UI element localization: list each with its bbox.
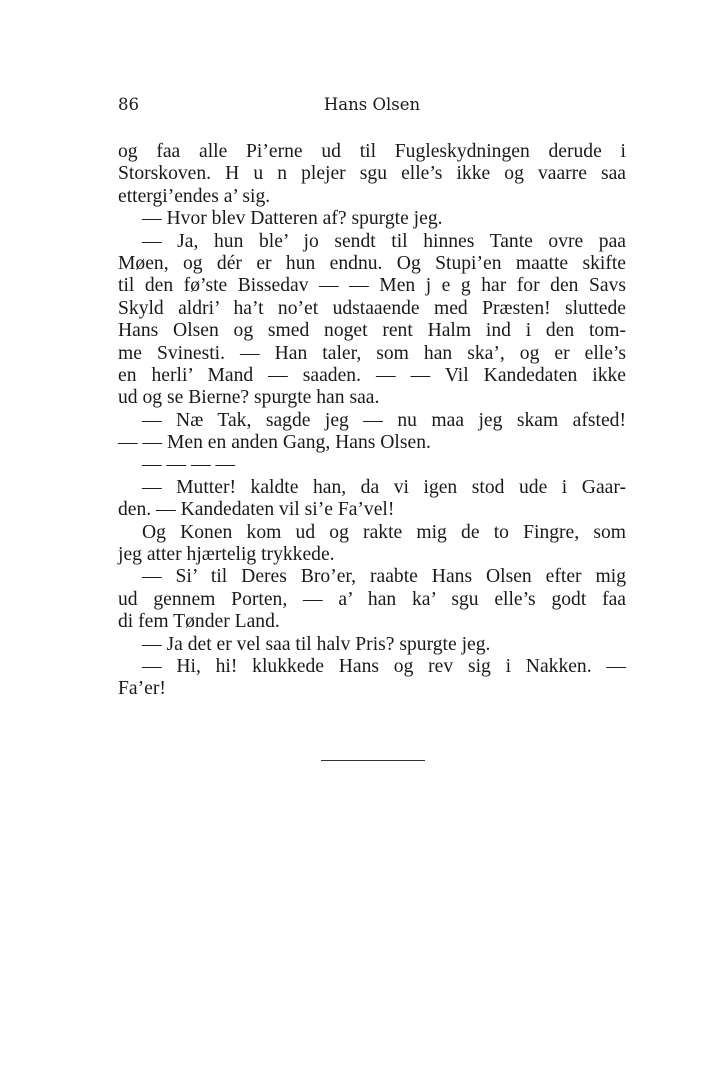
text-line: ud og se Bierne? spurgte han saa. <box>118 387 380 409</box>
text-line: den. — Kandedaten vil si’e Fa’vel! <box>118 499 395 521</box>
text-line: jeg atter hjærtelig trykkede. <box>118 544 335 566</box>
text-line: ud gennem Porten, — a’ han ka’ sgu elle’s godt faa <box>118 588 626 610</box>
text-line: — Næ Tak, sagde jeg — nu maa jeg skam afsted! <box>142 409 626 431</box>
text-line: og faa alle Pi’erne ud til Fugleskydningen derude i <box>118 141 626 162</box>
text-line: — Ja det er vel saa til halv Pris? spurgte jeg. <box>142 633 491 655</box>
page-number: 86 <box>118 95 139 114</box>
page-header <box>118 93 626 117</box>
text-line: — — Men en anden Gang, Hans Olsen. <box>118 432 431 454</box>
text-line: Hans Olsen og smed noget rent Halm ind i den tom- <box>118 320 626 342</box>
text-line: — Ja, hun ble’ jo sendt til hinnes Tante ovre paa <box>142 230 626 252</box>
body-text <box>118 141 626 701</box>
text-line: til den fø’ste Bissedav — — Men j e g har for den Savs <box>118 275 626 297</box>
text-line: — Hi, hi! klukkede Hans og rev sig i Nakken. — <box>142 655 626 677</box>
text-line: — Si’ til Deres Bro’er, raabte Hans Olsen efter mig <box>142 566 626 588</box>
text-line: di fem Tønder Land. <box>118 611 280 633</box>
end-rule <box>321 760 425 761</box>
text-line: Fa’er! <box>118 678 166 700</box>
text-line: Skyld aldri’ ha’t no’et udstaaende med Præsten! sluttede <box>118 297 626 319</box>
text-line: ettergi’endes a’ sig. <box>118 185 271 207</box>
text-line: Og Konen kom ud og rakte mig de to Fingre, som <box>142 521 626 543</box>
text-line: Storskoven. H u n plejer sgu elle’s ikke og vaarre saa <box>118 163 626 185</box>
text-line: me Svinesti. — Han taler, som han ska’, og er elle’s <box>118 342 626 364</box>
running-title: Hans Olsen <box>323 95 421 114</box>
text-line: Møen, og dér er hun endnu. Og Stupi’en maatte skifte <box>118 252 626 274</box>
text-line: — — — — <box>142 454 236 476</box>
text-line: en herli’ Mand — saaden. — — Vil Kandedaten ikke <box>118 364 626 386</box>
text-line: — Hvor blev Datteren af? spurgte jeg. <box>142 208 443 230</box>
text-line: — Mutter! kaldte han, da vi igen stod ude i Gaar- <box>142 476 626 498</box>
